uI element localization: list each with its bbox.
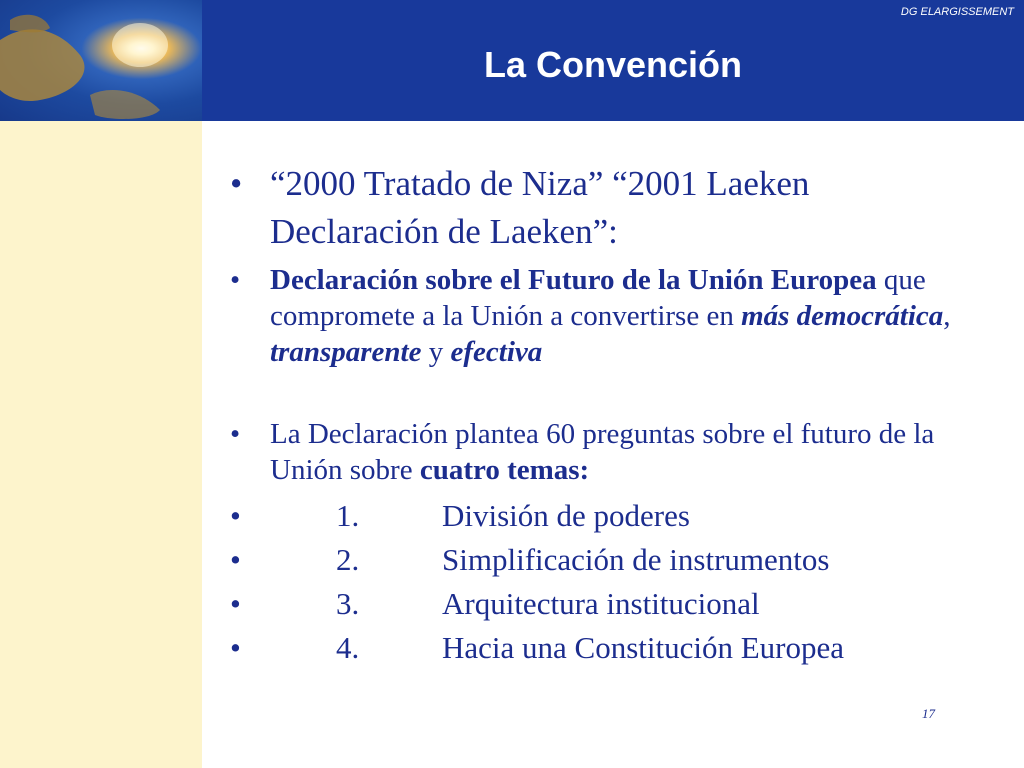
globe-image	[0, 0, 202, 121]
bullet-item	[230, 262, 970, 370]
plain-text: ,	[943, 300, 951, 332]
bullet-marker: •	[230, 418, 241, 450]
organization-label: DG ELARGISSEMENT	[900, 6, 1014, 18]
bullet-text: “2000 Tratado de Niza” “2001 Laeken Declaración de Laeken”:	[270, 164, 810, 251]
numbered-item	[230, 582, 970, 626]
slide-content	[230, 160, 970, 670]
numbered-item	[230, 538, 970, 582]
bold-italic-text: efectiva	[450, 336, 543, 368]
bold-italic-text: más democrática	[741, 300, 944, 332]
plain-text: La Declaración plantea 60 preguntas sobre el futuro de la Unión sobre	[270, 418, 935, 486]
item-label: Simplificación de instrumentos	[442, 542, 830, 577]
item-label: Hacia una Constitución Europea	[442, 630, 845, 665]
item-number: 1.	[336, 498, 360, 533]
bullet-marker: •	[230, 164, 243, 203]
numbered-item	[230, 494, 970, 538]
item-number: 4.	[336, 630, 360, 665]
item-number: 3.	[336, 586, 360, 621]
bullet-marker: •	[230, 264, 241, 296]
globe-graphic	[0, 0, 202, 121]
plain-text: y	[421, 336, 451, 368]
item-label: Arquitectura institucional	[442, 586, 760, 621]
bullet-item	[230, 416, 970, 488]
bullet-marker: •	[230, 498, 241, 533]
bullet-marker: •	[230, 586, 241, 621]
bullet-text	[270, 262, 970, 370]
plain-text: que compromete a la Unión a convertirse en	[270, 264, 926, 332]
bullet-item	[230, 160, 970, 256]
bullet-marker: •	[230, 630, 241, 665]
bullet-text	[270, 416, 970, 488]
page-number: 17	[922, 706, 935, 721]
slide-title: La Convención	[483, 44, 743, 85]
bold-text: Declaración sobre el Futuro de la Unión Europea	[270, 264, 877, 296]
bold-text: cuatro temas:	[419, 454, 590, 486]
item-label: División de poderes	[442, 498, 690, 533]
item-number: 2.	[336, 542, 360, 577]
bullet-marker: •	[230, 542, 241, 577]
bold-italic-text: transparente	[270, 336, 422, 368]
header-bar	[202, 0, 1024, 121]
numbered-item	[230, 626, 970, 670]
